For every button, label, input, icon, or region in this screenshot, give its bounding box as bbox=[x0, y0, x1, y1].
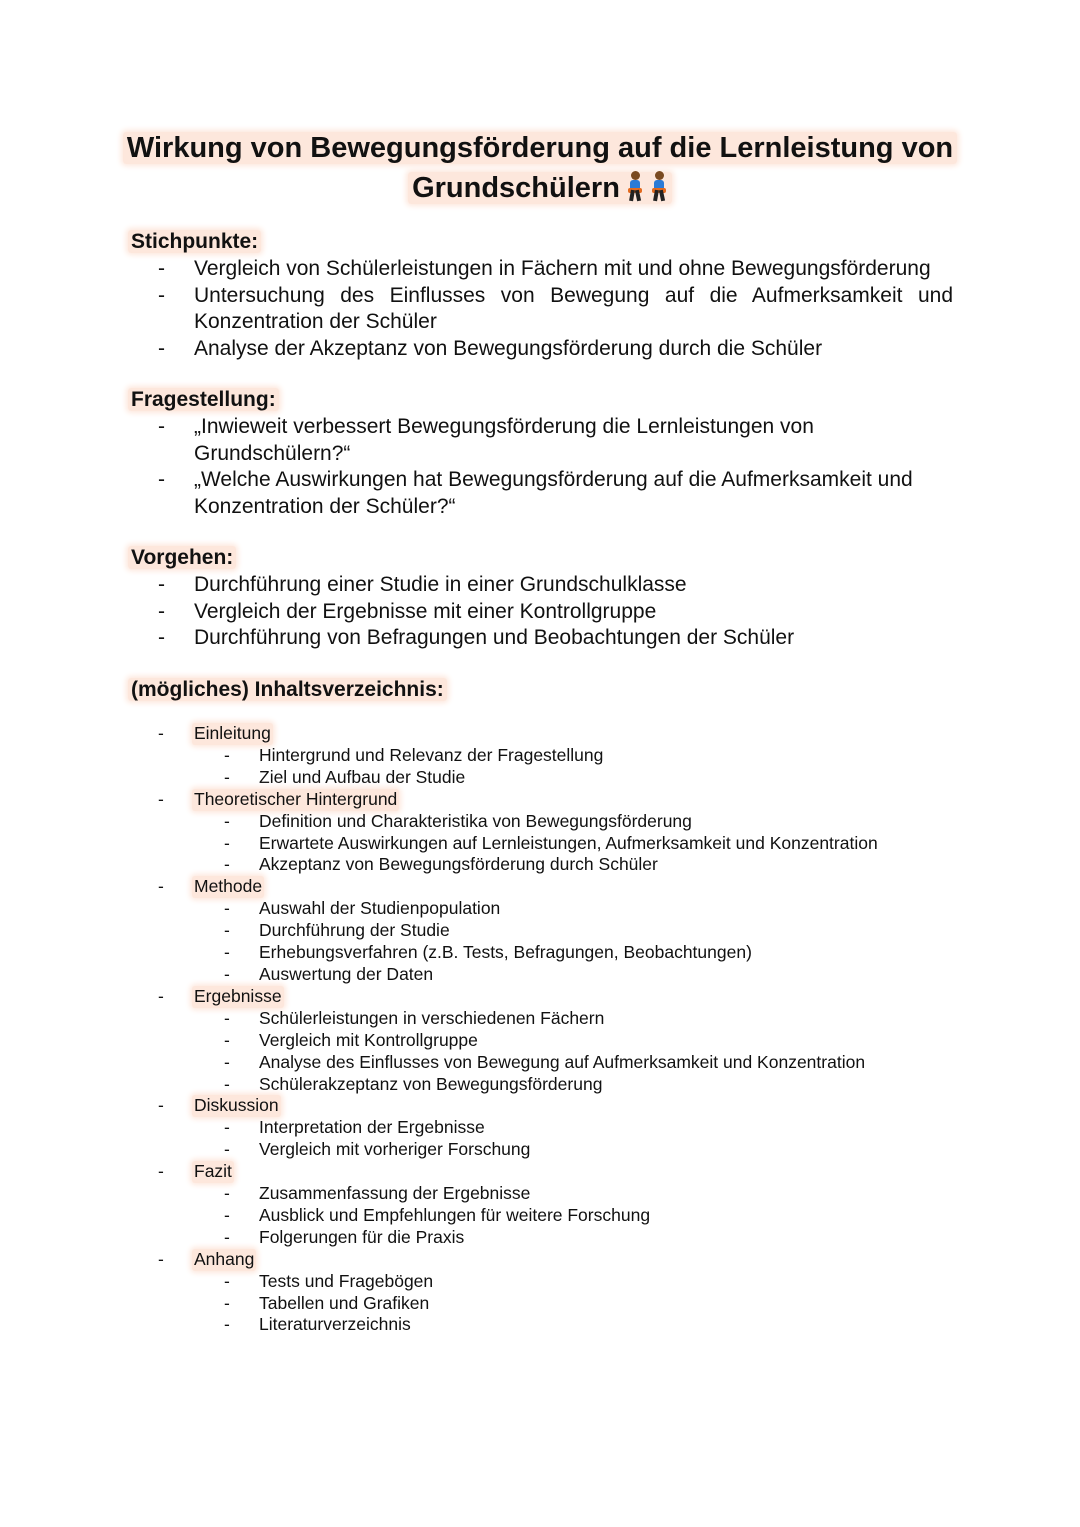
toc-chapter bbox=[128, 723, 988, 789]
vorgehen-list bbox=[128, 572, 953, 652]
toc-subitem: - Erhebungsverfahren (z.B. Tests, Befragungen, Beobachtungen) bbox=[128, 942, 988, 964]
toc-subitem: - Ziel und Aufbau der Studie bbox=[128, 767, 988, 789]
section-heading-inhaltsverzeichnis: (mögliches) Inhaltsverzeichnis: bbox=[128, 677, 447, 703]
list-item: - Vergleich von Schülerleistungen in Fächern mit und ohne Bewegungsförderung bbox=[128, 256, 953, 283]
list-item: - Durchführung von Befragungen und Beobachtungen der Schüler bbox=[128, 625, 953, 652]
toc-subitem: - Auswahl der Studienpopulation bbox=[128, 898, 988, 920]
toc-subitem: - Interpretation der Ergebnisse bbox=[128, 1117, 988, 1139]
toc-chapter bbox=[128, 986, 988, 1096]
walking-person-icon bbox=[650, 171, 668, 201]
toc-subitem: - Vergleich mit Kontrollgruppe bbox=[128, 1030, 988, 1052]
toc-chapter-title: Anhang bbox=[194, 1248, 255, 1269]
list-item: - „Welche Auswirkungen hat Bewegungsförderung auf die Aufmerksamkeit und Konzentration der Schüler?“ bbox=[128, 467, 943, 520]
toc-subitem: - Folgerungen für die Praxis bbox=[128, 1227, 988, 1249]
section-heading-vorgehen: Vorgehen: bbox=[128, 545, 236, 571]
toc-chapter bbox=[128, 1095, 988, 1161]
toc-subitem: - Analyse des Einflusses von Bewegung auf Aufmerksamkeit und Konzentration bbox=[128, 1052, 988, 1074]
title-line-2-highlight bbox=[408, 172, 672, 204]
toc-chapter-title: Theoretischer Hintergrund bbox=[194, 788, 398, 809]
stichpunkte-list bbox=[128, 256, 953, 362]
toc-subitem: - Schülerakzeptanz von Bewegungsförderung bbox=[128, 1074, 988, 1096]
list-item: - Untersuchung des Einflusses von Bewegung auf die Aufmerksamkeit und Konzentration der Schüler bbox=[128, 283, 953, 336]
toc-subitem: - Literaturverzeichnis bbox=[128, 1314, 988, 1336]
toc-subitem: - Auswertung der Daten bbox=[128, 964, 988, 986]
fragestellung-list bbox=[128, 414, 943, 520]
toc-subitem: - Erwartete Auswirkungen auf Lernleistungen, Aufmerksamkeit und Konzentration bbox=[128, 833, 988, 855]
toc-subitem: - Hintergrund und Relevanz der Fragestellung bbox=[128, 745, 988, 767]
walking-person-icon bbox=[626, 171, 644, 201]
list-item: - Vergleich der Ergebnisse mit einer Kontrollgruppe bbox=[128, 599, 953, 626]
toc-chapter-title: Methode bbox=[194, 876, 263, 897]
title-line-1: Wirkung von Bewegungsförderung auf die Lernleistung von bbox=[123, 132, 957, 164]
toc-chapter bbox=[128, 876, 988, 986]
toc-chapter-title: Ergebnisse bbox=[194, 985, 282, 1006]
section-heading-stichpunkte: Stichpunkte: bbox=[128, 229, 261, 255]
list-item: - Analyse der Akzeptanz von Bewegungsförderung durch die Schüler bbox=[128, 336, 953, 363]
toc-subitem: - Zusammenfassung der Ergebnisse bbox=[128, 1183, 988, 1205]
toc-subitem: - Definition und Charakteristika von Bewegungsförderung bbox=[128, 811, 988, 833]
toc-subitem: - Akzeptanz von Bewegungsförderung durch Schüler bbox=[128, 854, 988, 876]
table-of-contents bbox=[128, 723, 988, 1336]
toc-chapter-title: Diskussion bbox=[194, 1095, 279, 1116]
toc-chapter bbox=[128, 1161, 988, 1249]
toc-subitem: - Durchführung der Studie bbox=[128, 920, 988, 942]
toc-chapter bbox=[128, 1249, 988, 1337]
page-title bbox=[0, 128, 1080, 208]
list-item: - Durchführung einer Studie in einer Grundschulklasse bbox=[128, 572, 953, 599]
toc-subitem: - Vergleich mit vorheriger Forschung bbox=[128, 1139, 988, 1161]
toc-subitem: - Tests und Fragebögen bbox=[128, 1271, 988, 1293]
toc-chapter bbox=[128, 789, 988, 877]
toc-chapter-title: Einleitung bbox=[194, 723, 271, 743]
toc-subitem: - Tabellen und Grafiken bbox=[128, 1293, 988, 1315]
toc-subitem: - Schülerleistungen in verschiedenen Fächern bbox=[128, 1008, 988, 1030]
section-heading-fragestellung: Fragestellung: bbox=[128, 387, 279, 413]
title-line-2: Grundschülern bbox=[412, 172, 620, 204]
list-item: - „Inwieweit verbessert Bewegungsförderung die Lernleistungen von Grundschülern?“ bbox=[128, 414, 943, 467]
toc-chapter-title: Fazit bbox=[194, 1161, 232, 1182]
toc-subitem: - Ausblick und Empfehlungen für weitere Forschung bbox=[128, 1205, 988, 1227]
